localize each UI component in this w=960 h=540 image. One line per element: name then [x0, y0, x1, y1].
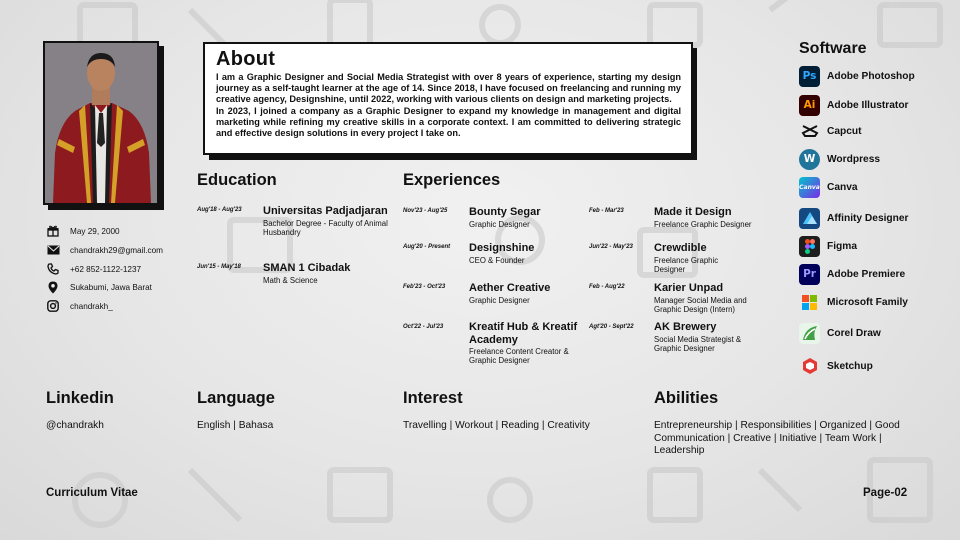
software-item [799, 291, 908, 313]
software-item [799, 176, 858, 198]
contact-text: +62 852-1122-1237 [70, 264, 142, 274]
about-paragraph-2: In 2023, I joined a company as a Graphic Designer to expand my knowledge in management and digital marketing while refining my creative skills in a corporate context. I am committed to delivering strategic and effective design solutions in every project I take on. [216, 105, 681, 139]
figma-icon [799, 236, 820, 257]
page-number: Page-02 [863, 487, 908, 499]
abilities-title: Abilities [654, 389, 719, 407]
software-name: Adobe Premiere [827, 268, 906, 280]
experience-company: Made it Design [654, 206, 732, 218]
education-title: Education [197, 171, 277, 189]
software-name: Figma [827, 240, 858, 252]
language-title: Language [197, 389, 275, 407]
contact-instagram[interactable] [46, 299, 113, 313]
experience-role: CEO & Founder [469, 256, 525, 265]
interest-title: Interest [403, 389, 463, 407]
experience-role: Social Media Strategist & Graphic Designer [654, 335, 742, 353]
experience-item [654, 321, 762, 353]
gift-icon [46, 224, 60, 238]
software-name: Canva [827, 181, 858, 193]
contact-phone[interactable] [46, 262, 141, 276]
experiences-title: Experiences [403, 171, 501, 189]
software-name: Affinity Designer [827, 212, 909, 224]
experience-company: Karier Unpad [654, 282, 724, 294]
experience-company: Kreatif Hub & Kreatif Academy [469, 321, 578, 346]
education-date: Aug'18 - Aug'23 [197, 207, 242, 213]
location-pin-icon [46, 280, 60, 294]
abilities-value: Entrepreneurship | Responsibilities | Organized | Good Communication | Creative | Initiative | Team Work | Leadership [654, 420, 900, 456]
contact-email[interactable] [46, 243, 163, 257]
software-name: Corel Draw [827, 327, 881, 339]
instagram-icon [46, 299, 60, 313]
experience-role: Manager Social Media and Graphic Design (Intern) [654, 296, 747, 314]
capcut-icon [799, 121, 820, 142]
software-item [799, 322, 881, 344]
software-item [799, 120, 862, 142]
language-value: English | Bahasa [197, 420, 274, 431]
contact-text: Sukabumi, Jawa Barat [70, 282, 152, 292]
experience-date: Oct'22 - Jul'23 [403, 324, 444, 330]
education-degree: Math & Science [263, 276, 318, 285]
software-item [799, 65, 915, 87]
contact-location [46, 280, 152, 294]
linkedin-title: Linkedin [46, 389, 114, 407]
contact-birthday [46, 224, 120, 238]
contact-text: May 29, 2000 [70, 226, 120, 236]
experience-role: Graphic Designer [469, 220, 530, 229]
experience-item [469, 282, 581, 305]
experience-item [654, 206, 772, 229]
experience-company: Bounty Segar [469, 206, 541, 218]
software-item [799, 263, 905, 285]
software-name: Adobe Photoshop [827, 70, 915, 82]
software-item [799, 94, 909, 116]
experience-company: Designshine [469, 242, 535, 254]
experience-role: Graphic Designer [469, 296, 530, 305]
about-box [203, 42, 693, 155]
experience-item [654, 282, 766, 314]
software-name: Microsoft Family [827, 296, 908, 308]
software-name: Wordpress [827, 153, 881, 165]
software-title: Software [799, 40, 867, 57]
experience-item [654, 242, 744, 274]
canva-icon: Canva [799, 177, 820, 198]
mail-icon [46, 243, 60, 257]
experience-role: Freelance Graphic Designer [654, 256, 719, 274]
coreldraw-icon [799, 323, 820, 344]
education-school: Universitas Padjadjaran [263, 205, 388, 217]
experience-item [469, 206, 581, 229]
software-item [799, 235, 857, 257]
affinity-designer-icon [799, 208, 820, 229]
software-name: Adobe Illustrator [827, 99, 909, 111]
contact-text: chandrakh29@gmail.com [70, 245, 163, 255]
person-illustration [45, 43, 157, 203]
education-item [263, 262, 388, 285]
experience-company: Aether Creative [469, 282, 551, 294]
phone-icon [46, 262, 60, 276]
software-item [799, 148, 880, 170]
about-paragraph-1: I am a Graphic Designer and Social Media Strategist with over 8 years of experience, starting my design journey as a self-taught learner at the age of 14. Since 2018, I have focused on freelancing and running my creative agency, Designshine, until 2022, working with various clients on design and marketing projects. [216, 72, 681, 105]
illustrator-icon: Ai [799, 95, 820, 116]
premiere-icon: Pr [799, 264, 820, 285]
experience-company: AK Brewery [654, 321, 717, 333]
profile-photo [43, 41, 159, 205]
software-name: Capcut [827, 125, 862, 137]
education-degree: Bachelor Degree - Faculty of Animal Husbandry [263, 219, 388, 237]
linkedin-handle[interactable]: @chandrakh [46, 420, 104, 431]
microsoft-icon [799, 292, 820, 313]
experience-date: Feb'23 - Oct'23 [403, 284, 446, 290]
education-school: SMAN 1 Cibadak [263, 262, 351, 274]
wordpress-icon: W [799, 149, 820, 170]
software-item [799, 207, 909, 229]
experience-date: Aug'20 - Present [403, 244, 451, 250]
experience-date: Feb - Mar'23 [589, 208, 624, 214]
software-item [799, 355, 873, 377]
experience-date: Feb - Aug'22 [589, 284, 625, 290]
experience-item [469, 321, 581, 365]
sketchup-icon [799, 356, 820, 377]
photoshop-icon: Ps [799, 66, 820, 87]
software-name: Sketchup [827, 360, 873, 372]
education-item [263, 205, 388, 237]
footer-label: Curriculum Vitae [46, 487, 138, 499]
contact-text: chandrakh_ [70, 301, 113, 311]
experience-date: Agt'20 - Sept'22 [589, 324, 634, 330]
interest-value: Travelling | Workout | Reading | Creativity [403, 420, 590, 431]
experience-date: Jun'22 - May'23 [589, 244, 633, 250]
experience-company: Crewdible [654, 242, 707, 254]
experience-role: Freelance Graphic Designer [654, 220, 752, 229]
experience-date: Nov'23 - Aug'25 [403, 208, 448, 214]
about-title: About [216, 48, 276, 70]
education-date: Jun'15 - May'18 [197, 264, 241, 270]
experience-item [469, 242, 581, 265]
experience-role: Freelance Content Creator & Graphic Designer [469, 347, 569, 365]
